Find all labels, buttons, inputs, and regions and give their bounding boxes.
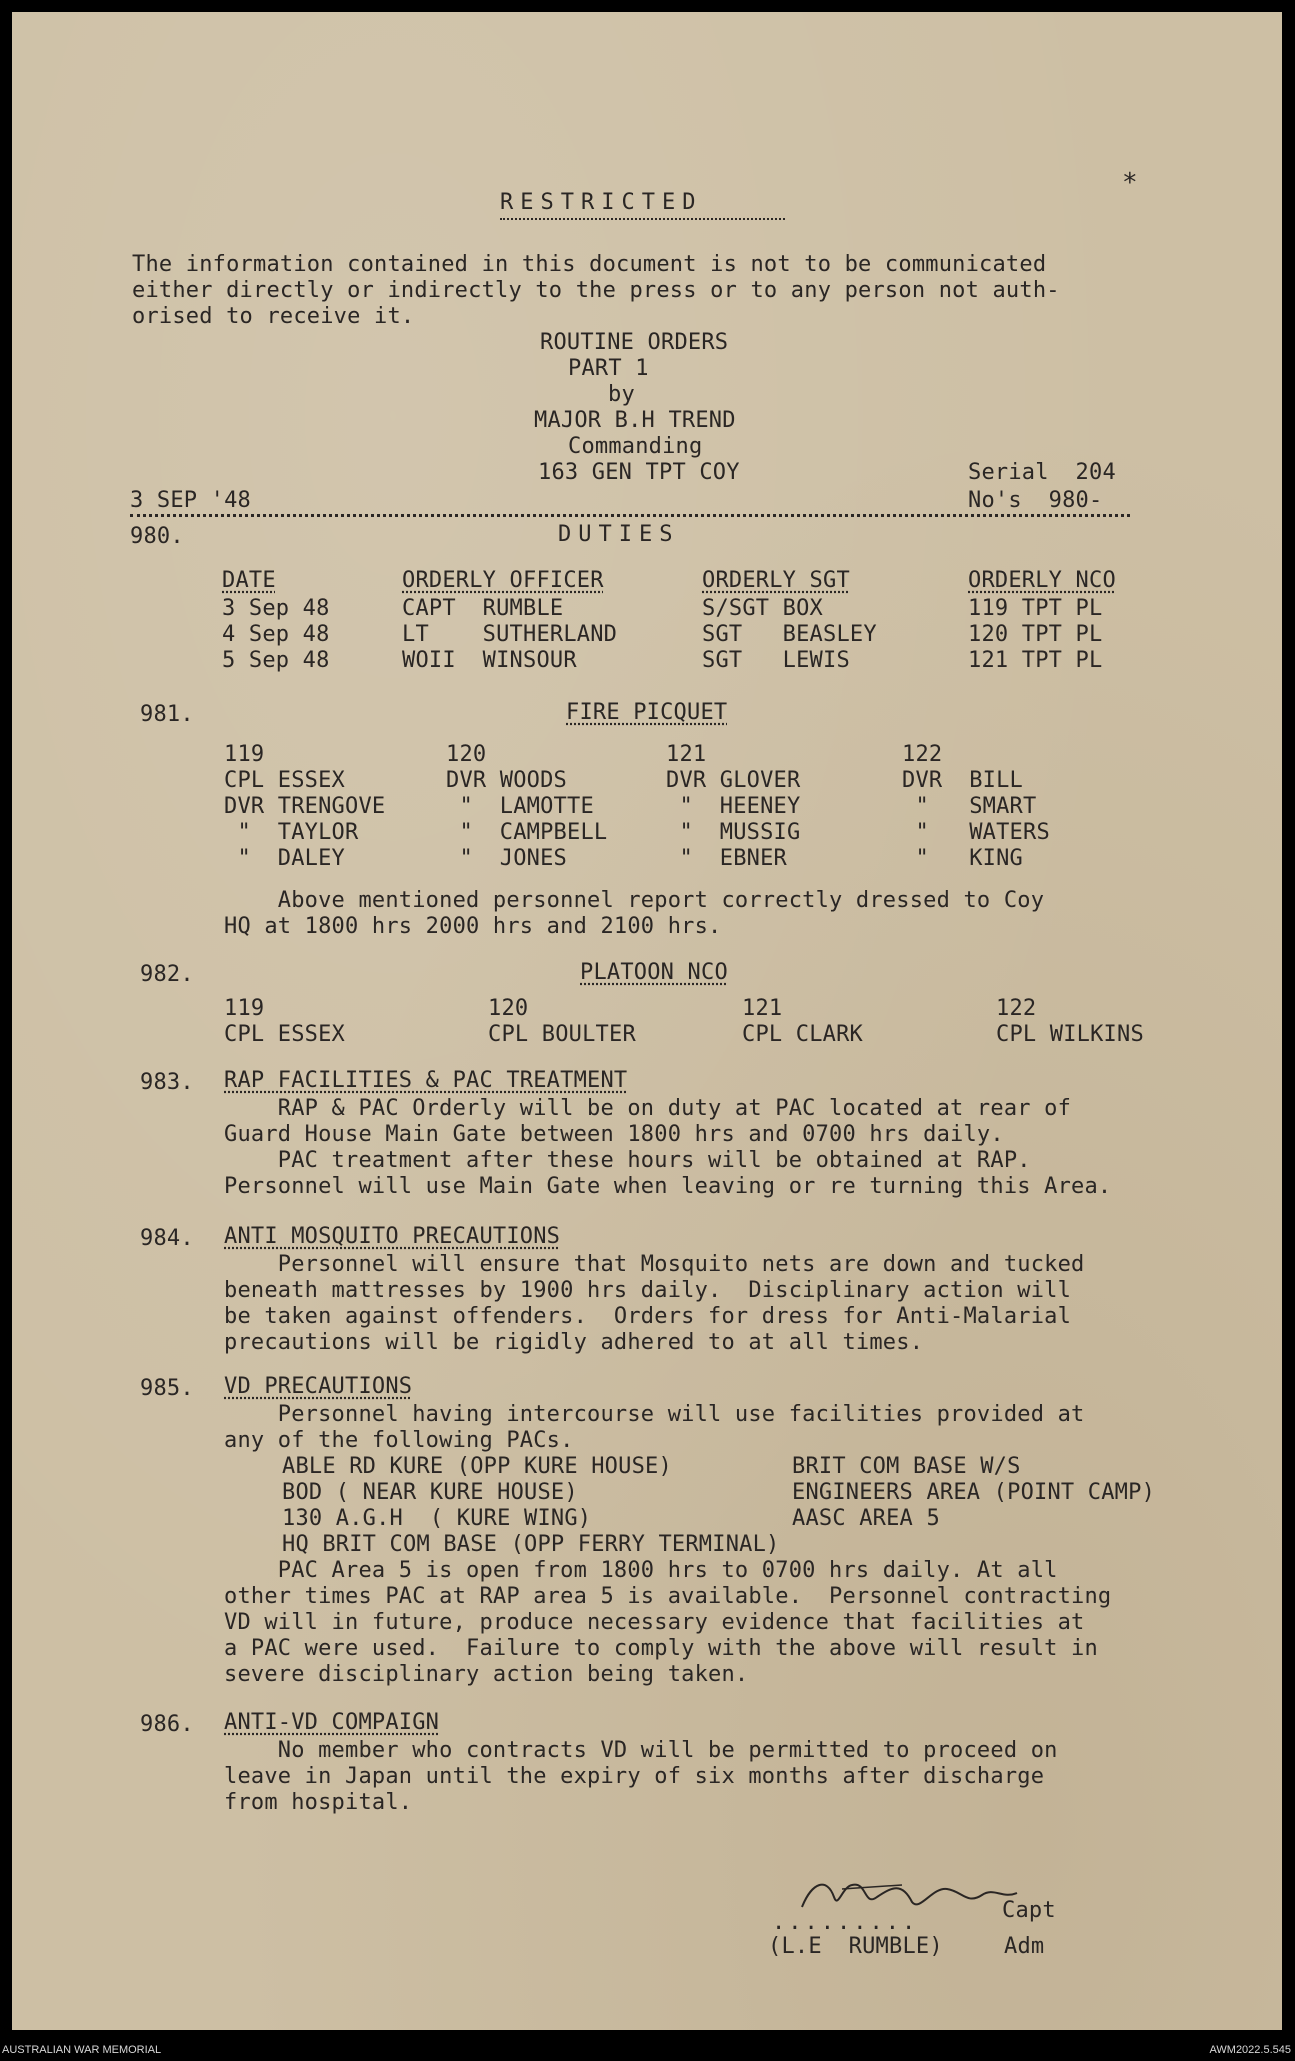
- duties-row-1-officer: CAPT RUMBLE: [402, 596, 564, 621]
- document-title: ROUTINE ORDERS: [540, 330, 729, 355]
- section-980-title: DUTIES: [558, 522, 680, 547]
- section-985-outro-1: PAC Area 5 is open from 1800 hrs to 0700 hrs daily. At all: [224, 1558, 1058, 1583]
- picquet-platoon-120: 120: [446, 742, 487, 767]
- section-983-line-2: Guard House Main Gate between 1800 hrs and 0700 hrs daily.: [224, 1122, 1004, 1147]
- picquet-120-4: " JONES: [446, 846, 568, 871]
- nco-platoon-122: 122: [996, 996, 1037, 1021]
- duties-row-2-sgt: SGT BEASLEY: [702, 622, 877, 647]
- section-985-outro-5: severe disciplinary action being taken.: [224, 1662, 749, 1687]
- unit-name: 163 GEN TPT COY: [538, 460, 740, 485]
- section-985-title: VD PRECAUTIONS: [224, 1374, 413, 1399]
- pac-location-6: ENGINEERS AREA (POINT CAMP): [792, 1480, 1156, 1505]
- pac-location-3: 130 A.G.H ( KURE WING): [282, 1506, 592, 1531]
- duties-row-2-nco: 120 TPT PL: [968, 622, 1103, 647]
- picquet-119-2: DVR TRENGOVE: [224, 794, 386, 819]
- section-980-number: 980.: [130, 524, 184, 549]
- picquet-119-4: " DALEY: [224, 846, 346, 871]
- document-part: PART 1: [568, 356, 649, 381]
- nco-120-name: CPL BOULTER: [488, 1022, 636, 1047]
- duties-row-1-date: 3 Sep 48: [222, 596, 330, 621]
- duties-row-2-date: 4 Sep 48: [222, 622, 330, 647]
- picquet-121-4: " EBNER: [666, 846, 788, 871]
- corner-mark: *: [1122, 168, 1138, 198]
- duties-row-3-nco: 121 TPT PL: [968, 648, 1103, 673]
- pac-location-4: HQ BRIT COM BASE (OPP FERRY TERMINAL): [282, 1532, 780, 1557]
- section-985-outro-4: a PAC were used. Failure to comply with the above will result in: [224, 1636, 1098, 1661]
- section-982-number: 982.: [140, 962, 194, 987]
- section-984-line-4: precautions will be rigidly adhered to at all times.: [224, 1330, 924, 1355]
- duties-header-nco: ORDERLY NCO: [968, 568, 1116, 593]
- picquet-122-3: " WATERS: [902, 820, 1050, 845]
- section-984-line-3: be taken against offenders. Orders for dress for Anti-Malarial: [224, 1304, 1072, 1329]
- duties-row-1-nco: 119 TPT PL: [968, 596, 1103, 621]
- duties-row-3-officer: WOII WINSOUR: [402, 648, 577, 673]
- picquet-121-3: " MUSSIG: [666, 820, 801, 845]
- picquet-122-4: " KING: [902, 846, 1024, 871]
- duties-row-3-sgt: SGT LEWIS: [702, 648, 850, 673]
- duties-header-officer: ORDERLY OFFICER: [402, 568, 604, 593]
- section-985-number: 985.: [140, 1376, 194, 1401]
- section-984-title: ANTI MOSQUITO PRECAUTIONS: [224, 1224, 561, 1249]
- duties-row-2-officer: LT SUTHERLAND: [402, 622, 618, 647]
- duties-header-date: DATE: [222, 568, 276, 593]
- picquet-122-1: DVR BILL: [902, 768, 1024, 793]
- notice-line-1: The information contained in this document is not to be communicated: [132, 252, 1047, 277]
- section-985-intro-1: Personnel having intercourse will use facilities provided at: [224, 1402, 1085, 1427]
- section-986-line-2: leave in Japan until the expiry of six months after discharge: [224, 1764, 1045, 1789]
- section-986-line-3: from hospital.: [224, 1790, 413, 1815]
- section-986-line-1: No member who contracts VD will be permitted to proceed on: [224, 1738, 1058, 1763]
- signatory-rank: Capt: [1002, 1898, 1056, 1923]
- header-divider: [130, 514, 1130, 517]
- nco-platoon-121: 121: [742, 996, 783, 1021]
- section-985-intro-2: any of the following PACs.: [224, 1428, 574, 1453]
- duties-row-3-date: 5 Sep 48: [222, 648, 330, 673]
- section-981-title: FIRE PICQUET: [566, 700, 728, 725]
- picquet-121-1: DVR GLOVER: [666, 768, 801, 793]
- picquet-platoon-121: 121: [666, 742, 707, 767]
- document-page: [12, 12, 1282, 2030]
- section-984-line-2: beneath mattresses by 1900 hrs daily. Disciplinary action will: [224, 1278, 1072, 1303]
- notice-line-3: orised to receive it.: [132, 304, 415, 329]
- section-983-line-4: Personnel will use Main Gate when leaving or re turning this Area.: [224, 1174, 1112, 1199]
- picquet-120-2: " LAMOTTE: [446, 794, 594, 819]
- section-983-title: RAP FACILITIES & PAC TREATMENT: [224, 1068, 628, 1093]
- serial-number: Serial 204: [968, 460, 1116, 485]
- section-983-line-3: PAC treatment after these hours will be obtained at RAP.: [224, 1148, 1031, 1173]
- section-985-outro-3: VD will in future, produce necessary evidence that facilities at: [224, 1610, 1085, 1635]
- pac-location-5: BRIT COM BASE W/S: [792, 1454, 1021, 1479]
- picquet-120-3: " CAMPBELL: [446, 820, 608, 845]
- signatory-appointment: Adm: [1004, 1934, 1045, 1959]
- nco-121-name: CPL CLARK: [742, 1022, 864, 1047]
- section-984-line-1: Personnel will ensure that Mosquito nets are down and tucked: [224, 1252, 1085, 1277]
- signature-dots: .........: [772, 1910, 919, 1935]
- picquet-122-2: " SMART: [902, 794, 1037, 819]
- order-date: 3 SEP '48: [130, 488, 252, 513]
- picquet-platoon-122: 122: [902, 742, 943, 767]
- nco-platoon-120: 120: [488, 996, 529, 1021]
- notice-line-2: either directly or indirectly to the press or to any person not auth-: [132, 278, 1060, 303]
- picquet-121-2: " HEENEY: [666, 794, 801, 819]
- section-983-line-1: RAP & PAC Orderly will be on duty at PAC located at rear of: [224, 1096, 1072, 1121]
- commanding-role: Commanding: [568, 434, 703, 459]
- section-981-number: 981.: [140, 702, 194, 727]
- section-985-outro-2: other times PAC at RAP area 5 is available. Personnel contracting: [224, 1584, 1112, 1609]
- classification-heading: RESTRICTED: [500, 190, 703, 215]
- duties-row-1-sgt: S/SGT BOX: [702, 596, 824, 621]
- section-984-number: 984.: [140, 1226, 194, 1251]
- pac-location-7: AASC AREA 5: [792, 1506, 940, 1531]
- section-983-number: 983.: [140, 1070, 194, 1095]
- picquet-119-1: CPL ESSEX: [224, 768, 346, 793]
- picquet-note-1: Above mentioned personnel report correctly dressed to Coy: [224, 888, 1045, 913]
- footer-catalogue-number: AWM2022.5.545: [1209, 2044, 1291, 2056]
- pac-location-1: ABLE RD KURE (OPP KURE HOUSE): [282, 1454, 672, 1479]
- section-986-number: 986.: [140, 1712, 194, 1737]
- order-numbers: No's 980-: [968, 488, 1103, 513]
- classification-underline: [500, 218, 785, 220]
- commanding-officer: MAJOR B.H TREND: [534, 408, 736, 433]
- pac-location-2: BOD ( NEAR KURE HOUSE): [282, 1480, 578, 1505]
- nco-platoon-119: 119: [224, 996, 265, 1021]
- nco-119-name: CPL ESSEX: [224, 1022, 346, 1047]
- by-line: by: [608, 382, 635, 407]
- picquet-119-3: " TAYLOR: [224, 820, 359, 845]
- signatory-name: (L.E RUMBLE): [768, 1934, 943, 1959]
- section-986-title: ANTI-VD COMPAIGN: [224, 1710, 440, 1735]
- section-982-title: PLATOON NCO: [580, 960, 728, 985]
- footer-archive-name: AUSTRALIAN WAR MEMORIAL: [2, 2044, 162, 2056]
- picquet-note-2: HQ at 1800 hrs 2000 hrs and 2100 hrs.: [224, 914, 722, 939]
- picquet-platoon-119: 119: [224, 742, 265, 767]
- duties-header-sgt: ORDERLY SGT: [702, 568, 850, 593]
- picquet-120-1: DVR WOODS: [446, 768, 568, 793]
- nco-122-name: CPL WILKINS: [996, 1022, 1144, 1047]
